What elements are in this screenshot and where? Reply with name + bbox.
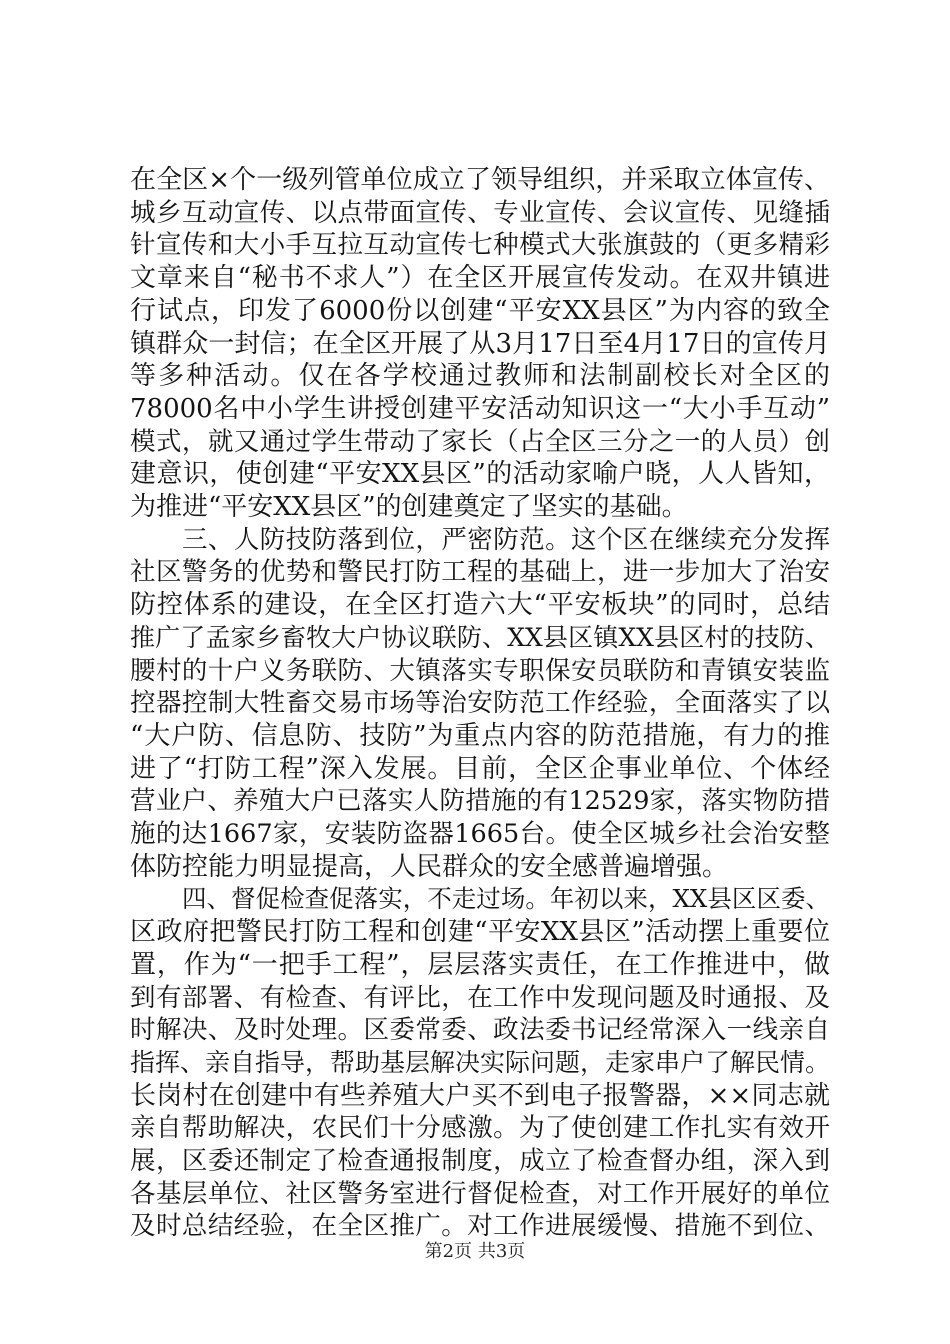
paragraph-heading-line: 四、督促检查促落实，不走过场。年初以来，XX县区区委、 [182, 884, 830, 914]
text-line: 城乡互动宣传、以点带面宣传、专业宣传、会议宣传、见缝插 [130, 197, 830, 228]
paragraph-heading-line: 三、人防技防落到位，严密防范。这个区在继续充分发挥 [182, 524, 830, 555]
text-line: 亲自帮助解决，农民们十分感激。为了使创建工作扎实有效开 [130, 1113, 830, 1144]
text-line: 模式，就又通过学生带动了家长（占全区三分之一的人员）创 [130, 426, 830, 457]
text-line: 等多种活动。仅在各学校通过教师和法制副校长对全区的 [130, 361, 830, 392]
text-line: 置，作为“一把手工程”，层层落实责任，在工作推进中，做 [130, 949, 830, 980]
text-line: 行试点，印发了6000份以创建“平安XX县区”为内容的致全 [130, 295, 830, 326]
text-line: 各基层单位、社区警务室进行督促检查，对工作开展好的单位 [130, 1178, 830, 1209]
text-line: 指挥、亲自指导，帮助基层解决实际问题，走家串户了解民情。 [130, 1047, 830, 1077]
text-line: 时解决、及时处理。区委常委、政法委书记经常深入一线亲自 [130, 1015, 830, 1046]
text-line: 社区警务的优势和警民打防工程的基础上，进一步加大了治安 [130, 557, 830, 588]
text-line: 在全区×个一级列管单位成立了领导组织，并采取立体宣传、 [130, 165, 830, 195]
text-line: 进了“打防工程”深入发展。目前，全区企事业单位、个体经 [130, 753, 830, 784]
text-line: 推广了孟家乡畜牧大户协议联防、XX县区镇XX县区村的技防、 [130, 622, 830, 652]
text-line: 针宣传和大小手互拉互动宣传七种模式大张旗鼓的（更多精彩 [130, 230, 830, 261]
page-number-footer: 第2页 共3页 [424, 1241, 526, 1262]
text-line: 长岗村在创建中有些养殖大户买不到电子报警器，××同志就 [130, 1080, 830, 1111]
text-line: 78000名中小学生讲授创建平安活动知识这一“大小手互动” [130, 393, 830, 424]
text-line: 展，区委还制定了检查通报制度，成立了检查督办组，深入到 [130, 1146, 830, 1176]
text-line: 体防控能力明显提高，人民群众的安全感普遍增强。 [130, 851, 729, 882]
text-line: 腰村的十户义务联防、大镇落实专职保安员联防和青镇安装监 [130, 655, 830, 686]
text-line: 控器控制大牲畜交易市场等治安防范工作经验，全面落实了以 [130, 688, 830, 719]
text-line: 为推进“平安XX县区”的创建奠定了坚实的基础。 [130, 492, 688, 522]
text-line: 文章来自“秘书不求人”）在全区开展宣传发动。在双井镇进 [130, 263, 830, 294]
text-line: 区政府把警民打防工程和创建“平安XX县区”活动摆上重要位 [130, 917, 830, 948]
text-line: 施的达1667家，安装防盗器1665台。使全区城乡社会治安整 [130, 819, 830, 849]
text-line: 及时总结经验，在全区推广。对工作进展缓慢、措施不到位、 [130, 1211, 830, 1242]
text-line: 营业户、养殖大户已落实人防措施的有12529家，落实物防措 [130, 786, 830, 817]
text-line: 镇群众一封信；在全区开展了从3月17日至4月17日的宣传月 [130, 328, 830, 359]
text-line: 防控体系的建设，在全区打造六大“平安板块”的同时，总结 [130, 590, 830, 621]
text-line: 建意识，使创建“平安XX县区”的活动家喻户晓，人人皆知， [130, 459, 830, 490]
text-line: “大户防、信息防、技防”为重点内容的防范措施，有力的推 [130, 720, 830, 751]
text-line: 到有部署、有检查、有评比，在工作中发现问题及时通报、及 [130, 982, 830, 1013]
